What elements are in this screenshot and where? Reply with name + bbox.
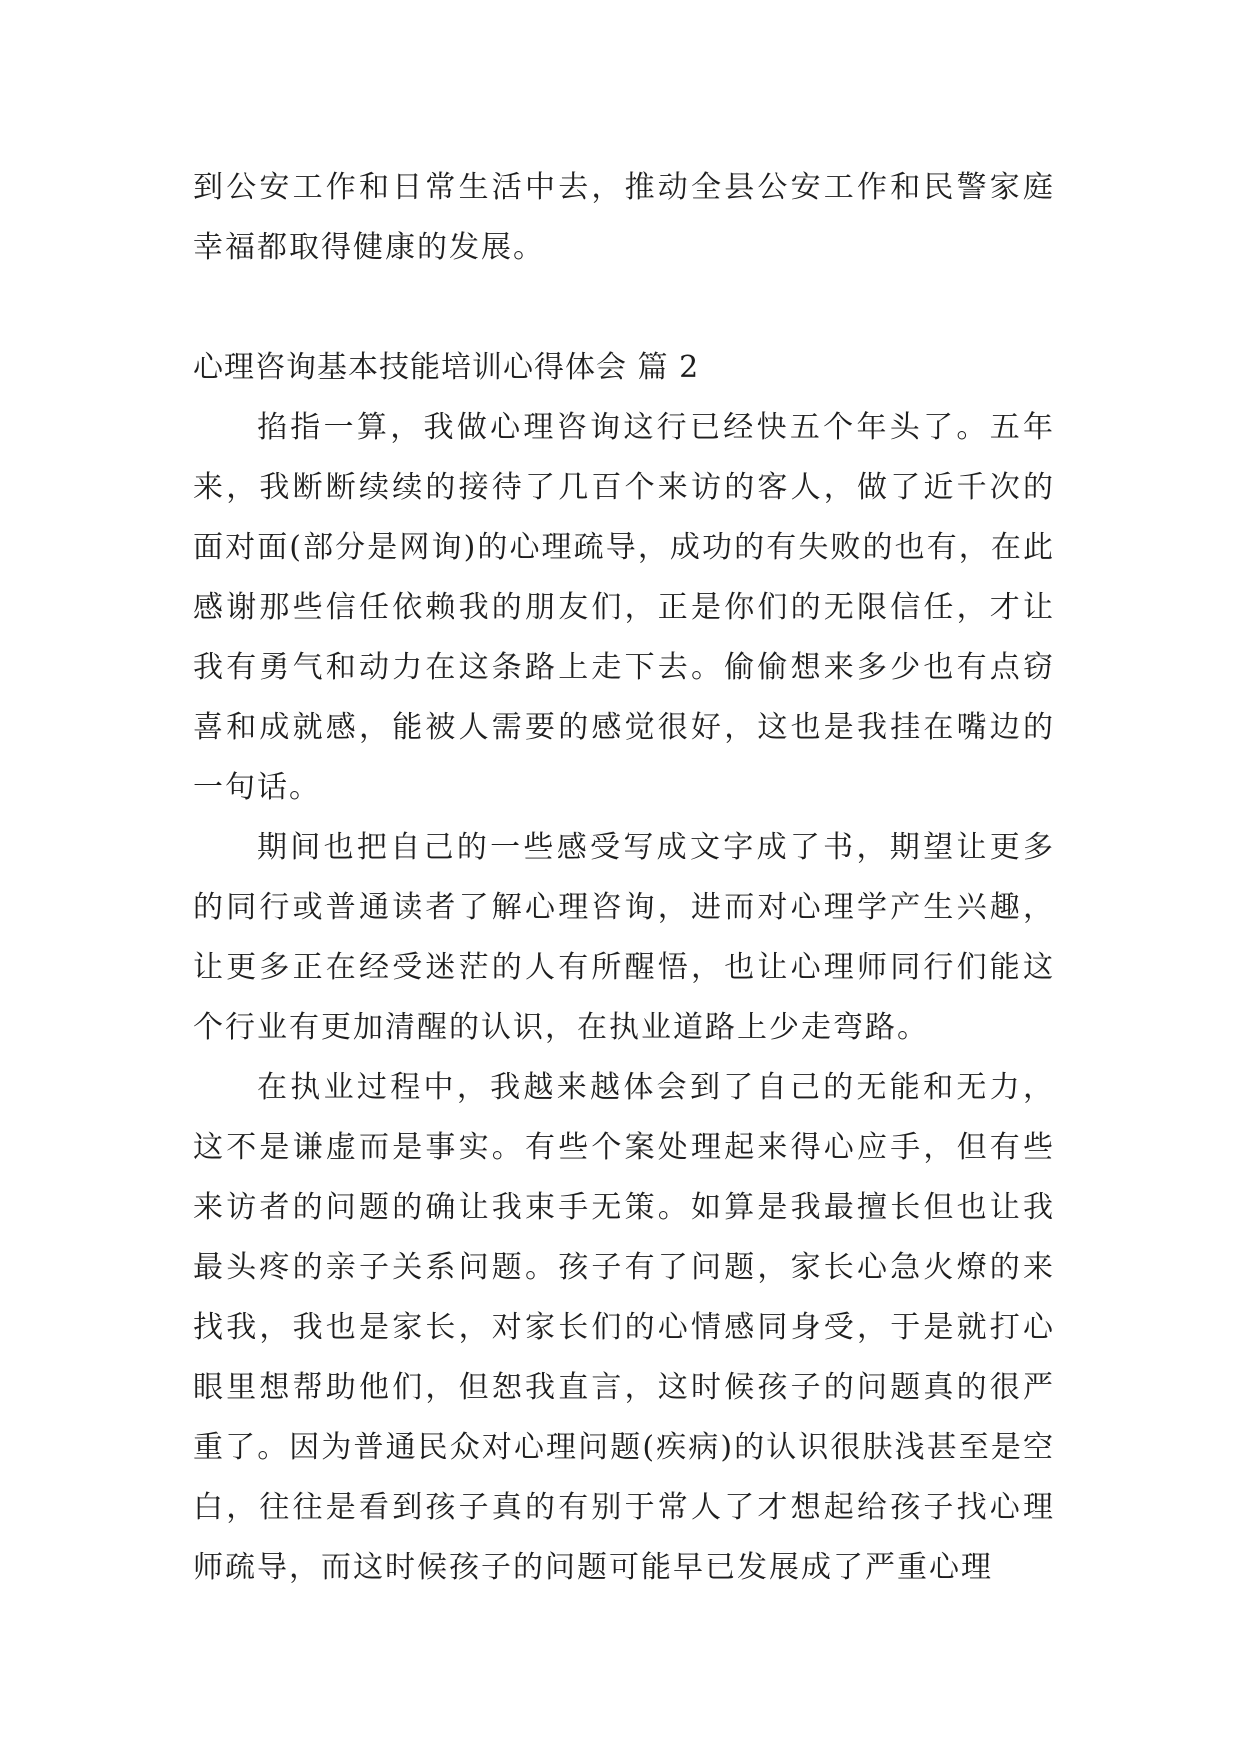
paragraph-2: 期间也把自己的一些感受写成文字成了书，期望让更多的同行或普通读者了解心理咨询，进而对心理学产生兴趣，让更多正在经受迷茫的人有所醒悟，也让心理师同行们能这个行业有更加清醒的认识，在执业道路上少走弯路。 [193, 830, 1055, 1045]
document-body [193, 158, 1055, 1598]
continuation-paragraph: 到公安工作和日常生活中去，推动全县公安工作和民警家庭幸福都取得健康的发展。 [193, 170, 1055, 265]
paragraph-3: 在执业过程中，我越来越体会到了自己的无能和无力，这不是谦虚而是事实。有些个案处理起来得心应手，但有些来访者的问题的确让我束手无策。如算是我最擅长但也让我最头疼的亲子关系问题。孩子有了问题，家长心急火燎的来找我，我也是家长，对家长们的心情感同身受，于是就打心眼里想帮助他们，但恕我直言，这时候孩子的问题真的很严重了。因为普通民众对心理问题(疾病)的认识很肤浅甚至是空白，往往是看到孩子真的有别于常人了才想起给孩子找心理师疏导，而这时候孩子的问题可能早已发展成了严重心理 [193, 1070, 1055, 1585]
paragraph-1: 掐指一算，我做心理咨询这行已经快五个年头了。五年来，我断断续续的接待了几百个来访的客人，做了近千次的面对面(部分是网询)的心理疏导，成功的有失败的也有，在此感谢那些信任依赖我的朋友们，正是你们的无限信任，才让我有勇气和动力在这条路上走下去。偷偷想来多少也有点窃喜和成就感，能被人需要的感觉很好，这也是我挂在嘴边的一句话。 [193, 410, 1055, 805]
section-title: 心理咨询基本技能培训心得体会 篇 2 [193, 350, 700, 385]
section-spacer [193, 278, 1055, 338]
